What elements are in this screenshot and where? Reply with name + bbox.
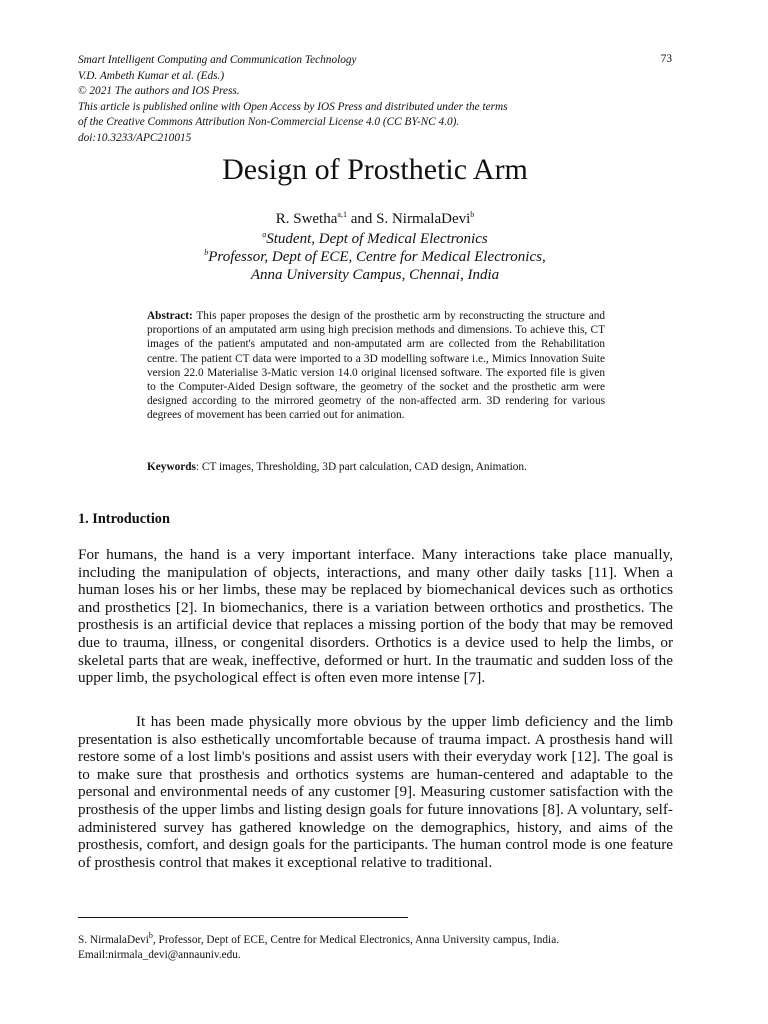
footnote-divider xyxy=(78,917,408,918)
footnote-email: Email:nirmala_devi@annauniv.edu. xyxy=(78,949,241,961)
affiliation-a xyxy=(0,230,750,248)
publication-header xyxy=(78,53,678,146)
header-doi: doi:10.3233/APC210015 xyxy=(78,131,192,144)
footnote xyxy=(78,933,678,963)
introduction-paragraph-1: For humans, the hand is a very important interface. Many interactions take place manually, including the manipulation of objects, interactions, and many other daily tasks [11]. When a human loses his or her limbs, these may be replaced by biomechanical devices such as orthotics and prosthetics [2]. In biomechanics, there is a variation between orthotics and prosthetics. The prosthesis is an artificial device that replaces a missing portion of the body that may be removed due to trauma, illness, or congenital disorders. Orthotics is a device used to help the limbs, or skeletal parts that are weak, ineffective, deformed or hurt. In the traumatic and sudden loss of the upper limb, the psychological effect is often even more intense [7]. xyxy=(78,546,673,687)
author-joiner: and xyxy=(346,211,377,227)
keywords-text: : CT images, Thresholding, 3D part calculation, CAD design, Animation. xyxy=(195,461,527,473)
affiliation-b xyxy=(0,248,750,266)
affiliation-b-mark: b xyxy=(204,248,209,257)
author-1-affiliation-mark: a,1 xyxy=(337,210,347,219)
keywords xyxy=(147,460,617,474)
footnote-author-name: S. NirmalaDevi xyxy=(78,934,149,946)
footnote-affiliation-mark: b xyxy=(148,931,153,941)
author-1: R. Swetha xyxy=(275,211,338,227)
header-license-line1: This article is published online with Open Access by IOS Press and distributed under the terms xyxy=(78,100,508,113)
page-number: 73 xyxy=(660,53,672,65)
author-line xyxy=(0,210,750,228)
affiliation-a-mark: a xyxy=(262,230,267,239)
header-copyright: © 2021 The authors and IOS Press. xyxy=(78,85,240,97)
abstract-text: This paper proposes the design of the prosthetic arm by reconstructing the structure and proportions of an amputated arm using high precision methods and dimensions. To achieve this, CT images of the patient's amputated and non-amputated arm are collected from the Rehabilitation centre. The patient CT data were imported to a 3D modelling software i.e., Mimics Innovation Suite version 22.0 Materialise 3-Matic version 14.0 original licensed software. The exported file is given to the Computer-Aided Design software, the geometry of the socket and the prosthetic arm were designed according to the mirrored geometry of the non-affected arm. 3D rendering for various degrees of movement has been carried out for animation. xyxy=(147,310,605,422)
author-2: S. NirmalaDevi xyxy=(376,211,471,227)
header-editors: V.D. Ambeth Kumar et al. (Eds.) xyxy=(78,69,225,82)
footnote-affiliation-text: , Professor, Dept of ECE, Centre for Medical Electronics, Anna University campus, India. xyxy=(152,934,560,946)
affiliation-a-text: Student, Dept of Medical Electronics xyxy=(266,231,488,247)
abstract xyxy=(147,309,605,423)
section-heading-introduction: 1. Introduction xyxy=(78,511,170,527)
header-book-title: Smart Intelligent Computing and Communication Technology xyxy=(78,54,357,66)
abstract-label: Abstract: xyxy=(147,310,193,322)
paper-title: Design of Prosthetic Arm xyxy=(222,153,528,186)
keywords-label: Keywords xyxy=(147,461,196,473)
affiliation-b-continued: Anna University Campus, Chennai, India xyxy=(250,267,500,283)
affiliation-b-text: Professor, Dept of ECE, Centre for Medical Electronics, xyxy=(208,249,546,265)
author-2-affiliation-mark: b xyxy=(470,210,475,219)
introduction-paragraph-2: It has been made physically more obvious by the upper limb deficiency and the limb presentation is also esthetically uncomfortable because of trauma impact. A prosthesis hand will restore some of a lost limb's positions and assist users with their everyday work [12]. The goal is to make sure that prosthesis and orthotics systems are human-centered and adaptable to the personal and environmental needs of any customer [9]. Measuring customer satisfaction with the prosthesis of the upper limbs and listing design goals for future innovations [8]. A voluntary, self-administered survey has gathered knowledge on the demographics, history, and aims of the prosthesis, comfort, and design goals for the participants. The human control mode is one feature of prosthesis control that makes it exceptional relative to traditional. xyxy=(78,713,673,871)
header-license-line2: of the Creative Commons Attribution Non-Commercial License 4.0 (CC BY-NC 4.0). xyxy=(78,116,460,128)
footnote-line-1 xyxy=(78,933,678,948)
